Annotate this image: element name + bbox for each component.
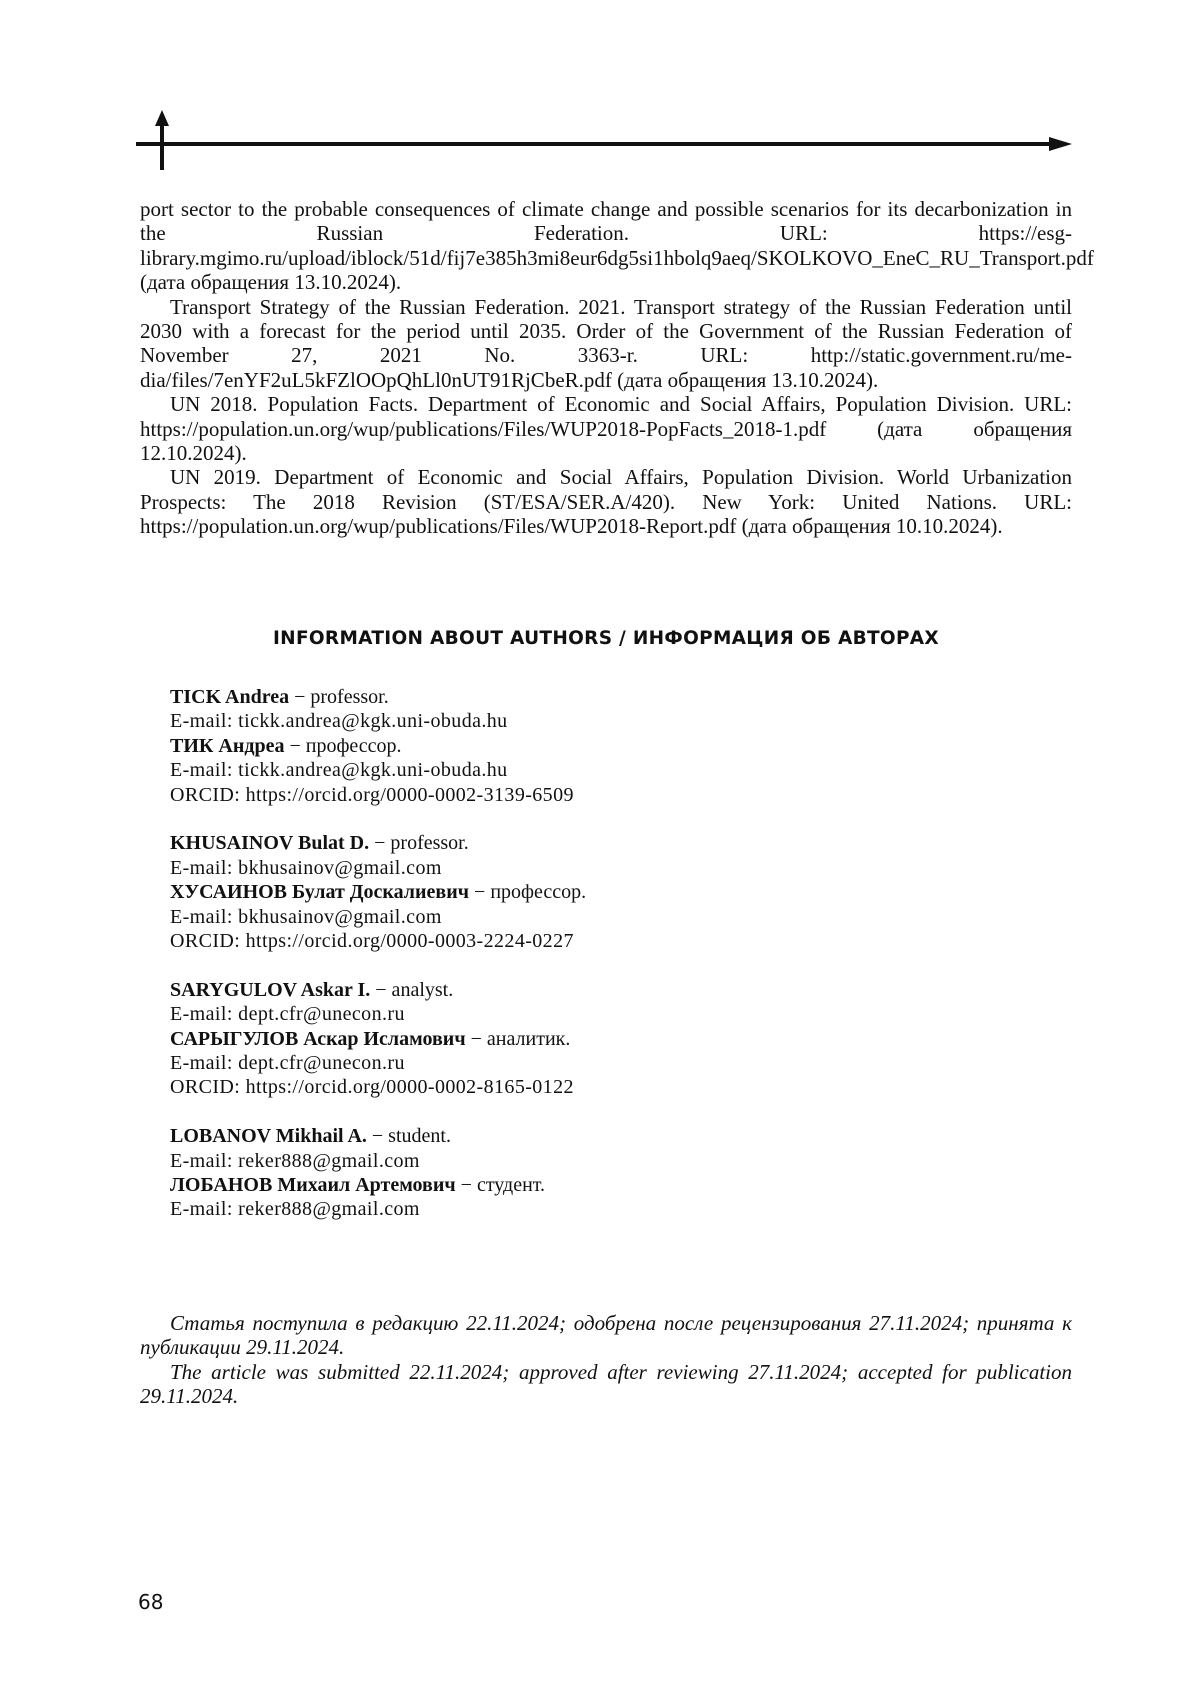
reference-item: Transport Strategy of the Russian Federation. 2021. Transport strategy of the Russian Federation until 2030 with a forecast for the period until 2035. Order of the Government of the Russian Federation of November 27, 2021 No. 3363-r. URL: http://static.government.ru/media/files/7enYF2uL5kFZlOOpQhLl0nUT91RjCbeR.pdf (дата обращения 13.10.2024).: [140, 294, 1072, 392]
author-role-ru: − аналитик.: [465, 1027, 571, 1050]
author-name-ru: ЛОБАНОВ Михаил Артемович: [170, 1174, 456, 1197]
author-name-ru: САРЫГУЛОВ Аскар Исламович: [170, 1027, 466, 1050]
author-name-ru: ХУСАИНОВ Булат Доскалиевич: [170, 881, 470, 904]
author-role-ru: − профессор.: [469, 881, 587, 904]
author-email: E-mail: tickk.andrea@kgk.uni-obuda.hu: [170, 710, 508, 733]
author-email: E-mail: reker888@gmail.com: [170, 1198, 420, 1221]
author-name-ru: ТИК Андреа: [170, 734, 285, 757]
author-block: [170, 831, 1050, 953]
submission-note-ru: Статья поступила в редакцию 22.11.2024; одобрена после рецензирования 27.11.2024; принята к публикации 29.11.2024.: [140, 1311, 1072, 1360]
authors-section-title: INFORMATION ABOUT AUTHORS / ИНФОРМАЦИЯ ОБ АВТОРАХ: [273, 628, 939, 649]
right-arrow-head: [1049, 137, 1072, 151]
reference-item: UN 2019. Department of Economic and Social Affairs, Population Division. World Urbanization Prospects: The 2018 Revision (ST/ESA/SER.A/420). New York: United Nations. URL: https://population.un.org/wup/publications/Files/WUP2018-Report.pdf (дата обращения 10.10.2024).: [140, 465, 1072, 539]
submission-note-en: The article was submitted 22.11.2024; approved after reviewing 27.11.2024; accepted for publication 29.11.2024.: [140, 1359, 1072, 1409]
author-role-en: − professor.: [369, 832, 469, 855]
author-email: E-mail: bkhusainov@gmail.com: [170, 856, 442, 879]
author-email: E-mail: tickk.andrea@kgk.uni-obuda.hu: [170, 759, 508, 782]
reference-item: port sector to the probable consequences of climate change and possible scenarios for its decarbonization in the Russian Federation. URL: https://esg-library.mgimo.ru/upload/iblock/51d/fij7e385h3mi8eur6dg5si1hbolq9aeq/SKOLKOVO_EneC_RU_Transport.pdf (дата обращения 13.10.2024).: [140, 197, 1094, 295]
up-arrow-head: [155, 110, 169, 126]
author-orcid: ORCID: https://orcid.org/0000-0002-3139-6509: [170, 783, 574, 806]
author-name-en: KHUSAINOV Bulat D.: [170, 832, 370, 855]
author-email: E-mail: dept.cfr@unecon.ru: [170, 1052, 405, 1075]
author-name-en: SARYGULOV Askar I.: [170, 978, 371, 1001]
author-block: [170, 1124, 1050, 1222]
author-role-ru: − профессор.: [284, 734, 402, 757]
author-block: [170, 978, 1050, 1100]
authors-list: [170, 685, 1050, 1246]
submission-note: [140, 1311, 1072, 1409]
author-email: E-mail: reker888@gmail.com: [170, 1149, 420, 1172]
page-number: 68: [138, 1590, 164, 1614]
author-orcid: ORCID: https://orcid.org/0000-0002-8165-0122: [170, 1076, 574, 1099]
author-block: [170, 685, 1050, 807]
author-email: E-mail: bkhusainov@gmail.com: [170, 905, 442, 928]
author-role-en: − student.: [366, 1125, 451, 1148]
header-arrow-rule: [136, 110, 1072, 170]
author-role-ru: − студент.: [455, 1174, 546, 1197]
reference-item: UN 2018. Population Facts. Department of Economic and Social Affairs, Population Division. URL: https://population.un.org/wup/publications/Files/WUP2018-PopFacts_2018-1.pdf (дата обращения 12.10.2024).: [140, 392, 1072, 466]
author-name-en: TICK Andrea: [170, 686, 290, 708]
author-orcid: ORCID: https://orcid.org/0000-0003-2224-0227: [170, 930, 574, 953]
author-role-en: − analyst.: [370, 978, 454, 1001]
author-name-en: LOBANOV Mikhail A.: [170, 1125, 367, 1148]
references-list: [140, 197, 1094, 539]
author-email: E-mail: dept.cfr@unecon.ru: [170, 1003, 405, 1026]
author-role-en: − professor.: [289, 686, 389, 708]
